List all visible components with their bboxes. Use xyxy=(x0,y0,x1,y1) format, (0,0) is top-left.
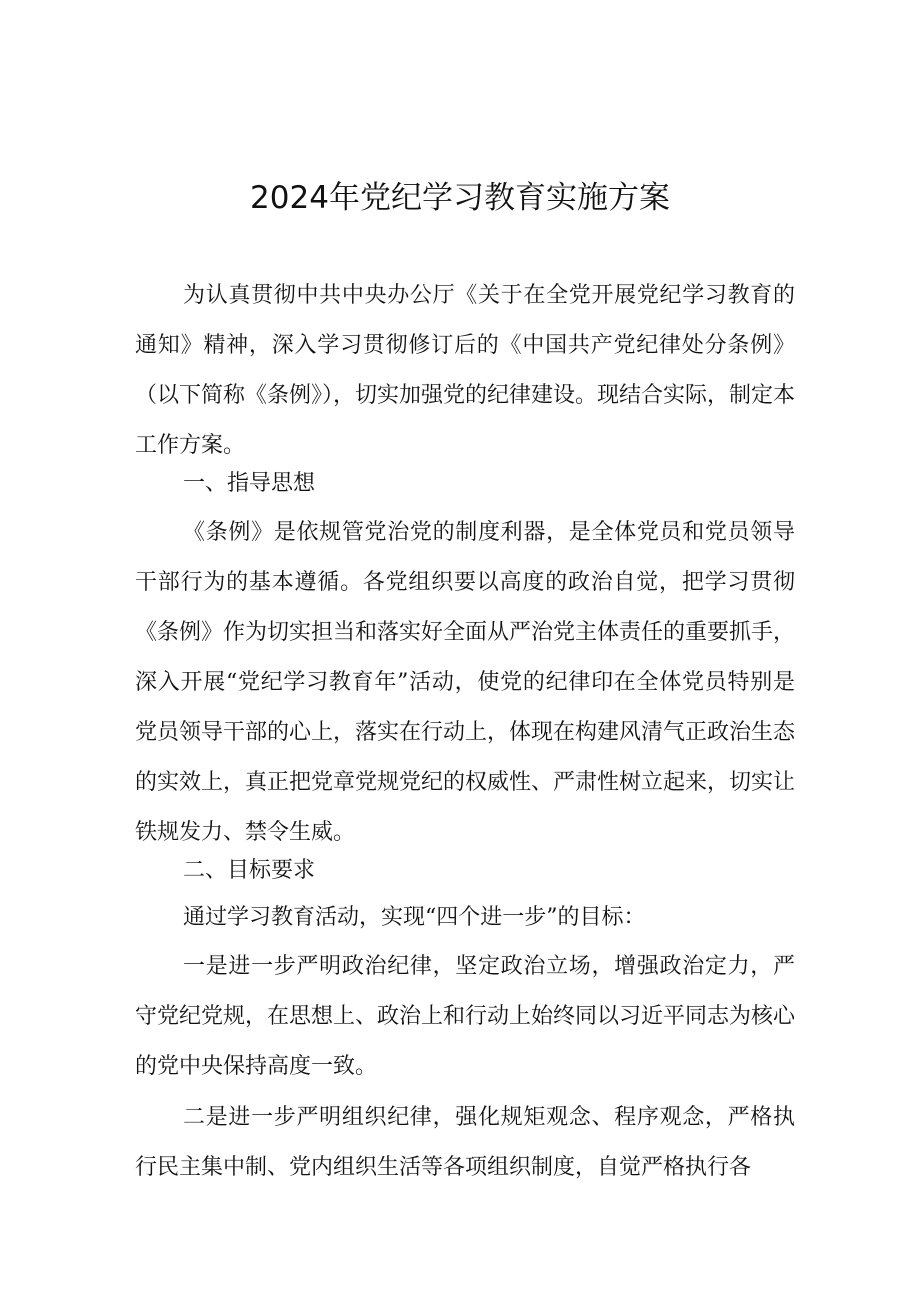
intro-paragraph: 为认真贯彻中共中央办公厅《关于在全党开展党纪学习教育的通知》精神，深入学习贯彻修订后的《中国共产党纪律处分条例》（以下简称《条例》），切实加强党的纪律建设。现结合实际，制定本工作方案。 xyxy=(135,283,796,458)
document-title: 2024年党纪学习教育实施方案 xyxy=(250,180,670,216)
section-heading-goals: 二、目标要求 xyxy=(183,858,316,883)
goals-lead-paragraph: 通过学习教育活动，实现“四个进一步”的目标： xyxy=(183,905,646,930)
goal-item-1: 一是进一步严明政治纪律，坚定政治立场，增强政治定力，严守党纪党规，在思想上、政治上和行动上始终同以习近平同志为核心的党中央保持高度一致。 xyxy=(135,954,796,1079)
guiding-ideology-paragraph: 《条例》是依规管党治党的制度利器，是全体党员和党员领导干部行为的基本遵循。各党组织要以高度的政治自觉，把学习贯彻《条例》作为切实担当和落实好全面从严治党主体责任的重要抓手，深入开展“党纪学习教育年”活动，使党的纪律印在全体党员特别是党员领导干部的心上，落实在行动上，体现在构建风清气正政治生态的实效上，真正把党章党规党纪的权威性、严肃性树立起来，切实让铁规发力、禁令生威。 xyxy=(135,520,796,845)
section-heading-guiding-ideology: 一、指导思想 xyxy=(183,471,316,496)
goal-item-2: 二是进一步严明组织纪律，强化规矩观念、程序观念，严格执行民主集中制、党内组织生活等各项组织制度，自觉严格执行各 xyxy=(135,1105,795,1180)
